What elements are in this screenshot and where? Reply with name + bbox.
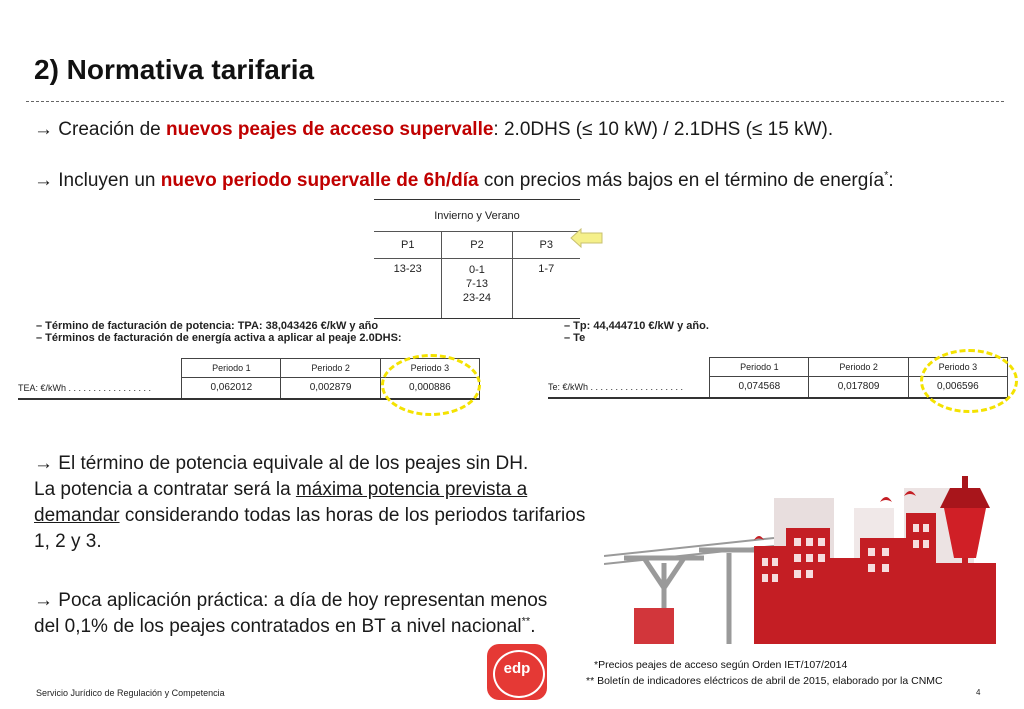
periods-hours-p1: 13-23 bbox=[374, 259, 442, 319]
right-energy-term-label: – Te bbox=[564, 332, 586, 344]
bullet-3-pre: La potencia a contratar será la bbox=[34, 479, 296, 500]
edp-logo bbox=[487, 644, 547, 700]
bullet-3-underlined-2: demandar bbox=[34, 505, 120, 526]
right-block-text bbox=[564, 320, 709, 344]
right-value-p2: 0,017809 bbox=[809, 377, 908, 398]
left-row-label: TEA: €/kWh . . . . . . . . . . . . . . . . . bbox=[18, 378, 182, 399]
left-power-term: – Término de facturación de potencia: TPA: 38,043426 €/kW y año bbox=[36, 320, 379, 332]
periods-col-p2: P2 bbox=[442, 232, 512, 259]
bullet-2-end: : bbox=[888, 170, 894, 191]
left-col-periodo-2: Periodo 2 bbox=[281, 359, 380, 378]
page-number: 4 bbox=[976, 688, 981, 697]
arrow-left-icon bbox=[570, 228, 604, 248]
right-col-periodo-1: Periodo 1 bbox=[710, 358, 809, 377]
bullet-1-rest: : 2.0DHS (≤ 10 kW) / 2.1DHS (≤ 15 kW). bbox=[493, 119, 834, 140]
footnote-1: *Precios peajes de acceso según Orden IET/107/2014 bbox=[594, 659, 848, 671]
bullet-2-lead: → Incluyen un bbox=[34, 170, 161, 191]
periods-table bbox=[374, 199, 580, 319]
bullet-2-footnote-mark: * bbox=[884, 169, 889, 182]
slide-title: 2) Normativa tarifaria bbox=[34, 54, 315, 85]
periods-hours-p3: 1-7 bbox=[512, 259, 580, 319]
right-power-term: – Tp: 44,444710 €/kW y año. bbox=[564, 320, 709, 332]
periods-col-p3: P3 bbox=[512, 232, 580, 259]
periods-col-p1: P1 bbox=[374, 232, 442, 259]
left-value-p3: 0,000886 bbox=[380, 378, 479, 399]
edp-logo-text: edp bbox=[503, 660, 531, 677]
left-energy-term-label: – Términos de facturación de energía activa a aplicar al peaje 2.0DHS: bbox=[36, 332, 402, 344]
bullet-3-line1: → El término de potencia equivale al de los peajes sin DH. bbox=[34, 453, 529, 474]
bullet-4-text: → Poca aplicación práctica: a día de hoy representan menos del 0,1% de los peajes contratados en BT a nivel nacional bbox=[34, 590, 548, 637]
bullet-supervalle-tolls bbox=[34, 117, 994, 143]
right-col-periodo-2: Periodo 2 bbox=[809, 358, 908, 377]
right-row-label: Te: €/kWh . . . . . . . . . . . . . . . . . . . bbox=[548, 377, 710, 398]
periods-hours-p2: 0-1 7-13 23-24 bbox=[442, 259, 512, 319]
highlight-circle-right bbox=[920, 349, 1018, 413]
pylon-icon bbox=[604, 538, 774, 644]
right-col-periodo-3: Periodo 3 bbox=[908, 358, 1007, 377]
title-divider bbox=[26, 101, 1004, 102]
bullet-2-highlight: nuevo periodo supervalle de 6h/día bbox=[160, 170, 479, 191]
bullet-4-end: . bbox=[530, 616, 536, 637]
footnote-2: ** Boletín de indicadores eléctricos de abril de 2015, elaborado por la CNMC bbox=[586, 675, 943, 687]
bullet-low-usage bbox=[34, 588, 574, 640]
bullet-4-footnote-mark: ** bbox=[521, 615, 531, 628]
footer-department: Servicio Jurídico de Regulación y Competencia bbox=[36, 688, 225, 698]
bullet-power-term bbox=[34, 451, 604, 555]
periods-table-header: Invierno y Verano bbox=[374, 200, 580, 232]
highlight-circle-left bbox=[381, 354, 481, 416]
bullet-3-underlined-1: máxima potencia prevista a bbox=[295, 479, 528, 500]
bullet-1-lead: → Creación de bbox=[34, 119, 167, 140]
bullet-3-rest: considerando todas las horas de los periodos tarifarios 1, 2 y 3. bbox=[34, 505, 586, 552]
left-value-p2: 0,002879 bbox=[281, 378, 380, 399]
bullet-2-rest: con precios más bajos en el término de energía bbox=[478, 170, 885, 191]
left-col-periodo-1: Periodo 1 bbox=[182, 359, 281, 378]
left-value-p1: 0,062012 bbox=[182, 378, 281, 399]
bullet-1-highlight: nuevos peajes de acceso supervalle bbox=[166, 119, 494, 140]
right-value-p1: 0,074568 bbox=[710, 377, 809, 398]
city-illustration bbox=[604, 468, 1004, 644]
right-value-p3: 0,006596 bbox=[908, 377, 1007, 398]
left-col-periodo-3: Periodo 3 bbox=[380, 359, 479, 378]
bullet-new-period bbox=[34, 168, 1009, 194]
left-block-text bbox=[36, 320, 402, 344]
